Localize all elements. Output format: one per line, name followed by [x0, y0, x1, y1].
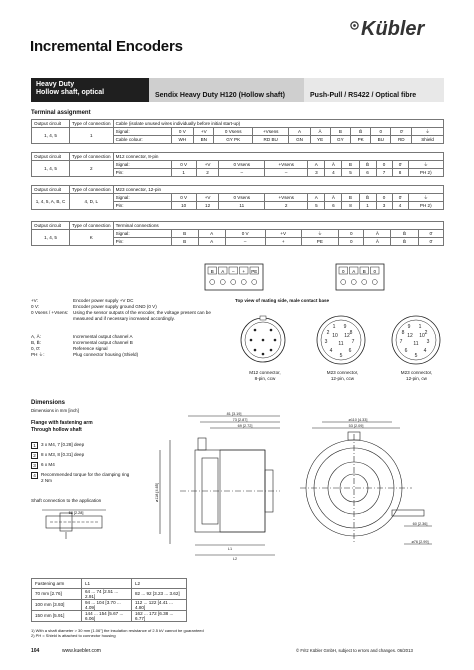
terminal-screw-icon: [210, 280, 215, 285]
signal-cell: 0 Vsens: [219, 194, 265, 202]
connection-type: Cable (isolate unused wires individually before initial start-up): [113, 120, 443, 128]
signal-cell: ⏚: [408, 194, 444, 202]
signal-cell: Ā: [325, 161, 342, 169]
pin-cell: 7: [376, 169, 392, 177]
signal-cell: 0̄: [418, 230, 443, 238]
table-cell: 144 ... 154 [5.67 ... 6.06]: [82, 610, 132, 621]
row-label: Signal:: [113, 230, 171, 238]
column-header: Type of connection: [70, 186, 114, 194]
row-label: Pin:: [113, 202, 171, 210]
svg-text:6: 6: [404, 348, 408, 354]
signal-cell: +V: [265, 230, 301, 238]
table-row: [32, 610, 187, 621]
signal-cell: ⏚: [412, 128, 444, 136]
table-cell: 70 mm [2.76]: [32, 588, 82, 599]
svg-text:10: 10: [332, 333, 338, 339]
terminal-table: [31, 185, 444, 210]
signal-cell: 0 V: [225, 230, 265, 238]
svg-text:7: 7: [399, 339, 403, 345]
pin-cell: –: [219, 169, 265, 177]
pin-cell: 2: [265, 202, 308, 210]
column-header: Type of connection: [70, 222, 114, 230]
brand-logo: Kübler: [361, 18, 425, 40]
pin-cell: B: [171, 238, 198, 246]
legend-value: Encoder power supply ground GND (0 V): [73, 304, 157, 309]
pin-cell: 5: [342, 169, 359, 177]
signal-cell: 0 Vsens: [214, 128, 253, 136]
terminal-heading: Terminal assignment: [31, 110, 91, 116]
signal-cell: 0 V: [171, 161, 196, 169]
terminal-label: 0: [373, 269, 377, 274]
pin-cell: 1: [359, 202, 376, 210]
caption-line: 12-pin, ccw: [330, 376, 355, 381]
dim-label: ø110 [4.33]: [348, 418, 368, 422]
dim-label: 69 [2.72]: [237, 424, 253, 428]
legend-key: 0 V:: [31, 304, 40, 309]
column-header: Type of connection: [70, 153, 114, 161]
note-row: [31, 442, 131, 449]
terminal-screw-icon: [362, 280, 367, 285]
signal-cell: A: [308, 161, 325, 169]
signal-cell: 0 V: [171, 194, 196, 202]
terminal-screw-icon: [372, 280, 377, 285]
pin-cell: PH 2): [408, 169, 444, 177]
dim-label: 53 [2.09]: [348, 424, 364, 428]
m23-ccw-connector-icon: [317, 316, 365, 364]
footnote: 2) PH = Shield is attached to connector housing: [31, 633, 116, 638]
banner-category: [31, 78, 149, 102]
terminal-screw-icon: [241, 280, 246, 285]
dim-label: 73 [2.87]: [232, 418, 248, 422]
dim-label: 60 [2.36]: [412, 522, 428, 526]
legend-key: B, B̄:: [31, 340, 41, 345]
signal-cell: B: [330, 128, 351, 136]
side-view-drawing: [140, 410, 295, 570]
signal-cell: 0: [339, 230, 364, 238]
row-label: Pin:: [113, 238, 171, 246]
signal-cell: +V: [196, 194, 219, 202]
pin-cell: 8: [342, 202, 359, 210]
signal-cell: +Vsens: [265, 194, 308, 202]
row-label: Signal:: [113, 161, 171, 169]
terminal-table: [31, 119, 444, 144]
svg-text:1: 1: [418, 324, 422, 330]
dim-label: ø118 [4.65]: [155, 483, 159, 502]
caption-line: M23 connector,: [326, 370, 359, 375]
legend-value: Incremental output channel B: [73, 340, 133, 345]
pin-cell: 11: [219, 202, 265, 210]
page-title: Incremental Encoders: [30, 38, 183, 55]
pin-cell: 4: [392, 202, 408, 210]
signal-cell: B: [342, 194, 359, 202]
signal-legend: [31, 298, 221, 388]
column-header: Output circuit: [32, 120, 70, 128]
pin-cell: 4: [325, 169, 342, 177]
signal-cell: 0̄: [392, 194, 408, 202]
terminal-table: [31, 221, 444, 246]
pin-cell: 6: [359, 169, 376, 177]
terminal-screw-icon: [231, 280, 236, 285]
pin-cell: Ā: [364, 238, 391, 246]
m23-cw-connector-icon: [392, 316, 440, 364]
terminal-label: A: [221, 269, 225, 274]
signal-cell: A: [308, 194, 325, 202]
flange-line: Flange with fastening arm: [31, 420, 93, 426]
svg-text:7: 7: [351, 339, 355, 345]
dim-label: 81 [3.19]: [226, 412, 242, 416]
legend-value: Reference signal: [73, 346, 108, 351]
pin-cell: PH 2): [408, 202, 444, 210]
m12-caption: [240, 370, 290, 382]
table-header: Fastening arm: [32, 579, 82, 589]
terminal-label: A: [352, 269, 356, 274]
column-header: Output circuit: [32, 186, 70, 194]
note-row: [31, 472, 131, 484]
signal-cell: 0: [371, 128, 391, 136]
terminal-label: –: [231, 269, 235, 274]
note-number: 1: [31, 442, 38, 449]
product-banner: [31, 78, 444, 102]
note-text: 6 x M4: [41, 462, 55, 467]
pin-cell: 10: [171, 202, 196, 210]
signal-cell: B̄: [359, 161, 376, 169]
signal-cell: ⏚: [301, 230, 338, 238]
pin-cell: 2: [196, 169, 219, 177]
flange-title: [31, 420, 93, 433]
terminal-screw-icon: [341, 280, 346, 285]
row-label: Signal:: [113, 194, 171, 202]
legend-key: +V:: [31, 298, 38, 303]
footer-copyright: © Fritz Kübler GmbH, subject to errors and changes. 06/2013: [296, 648, 413, 653]
pin-cell: Shield: [412, 136, 444, 144]
svg-text:9: 9: [407, 324, 411, 330]
pin-cell: A: [198, 238, 225, 246]
pin-cell: 3: [308, 169, 325, 177]
front-view-drawing: [292, 416, 442, 566]
mating-title: Top view of mating side, male contact base: [235, 298, 330, 303]
note-number: 3: [31, 462, 38, 469]
column-header: Type of connection: [70, 120, 114, 128]
signal-cell: 0̄: [392, 161, 408, 169]
output-circuit: 1, 4, 5, A, B, C: [32, 194, 70, 210]
dimensions-heading: Dimensions: [31, 400, 66, 406]
pin-cell: 1: [171, 169, 196, 177]
table-row: [32, 599, 187, 610]
table-cell: 150 mm [5.91]: [32, 610, 82, 621]
note-row: [31, 462, 131, 469]
signal-cell: B̄: [351, 128, 371, 136]
terminal-screw-icon: [351, 280, 356, 285]
flange-line: Through hollow shaft: [31, 426, 82, 433]
m23-cw-caption: [389, 370, 444, 382]
pin-cell: 5: [308, 202, 325, 210]
signal-cell: B: [171, 230, 198, 238]
legend-key: A, Ā:: [31, 334, 41, 339]
terminal-label: B: [210, 269, 214, 274]
terminal-table: [31, 152, 444, 177]
table-cell: 100 mm [3.93]: [32, 599, 82, 610]
signal-cell: +V: [194, 128, 214, 136]
dimensions-unit: Dimensions in mm [inch]: [31, 408, 79, 413]
banner-product: Sendix Heavy Duty H120 (Hollow shaft): [149, 78, 304, 102]
caption-line: 12-pin, cw: [406, 376, 427, 381]
caption-line: 8-pin, ccw: [254, 376, 276, 381]
fastening-arm-table: [31, 578, 187, 622]
svg-text:2: 2: [326, 330, 330, 336]
terminal-block-right: [335, 263, 385, 291]
svg-text:11: 11: [338, 341, 344, 347]
legend-key: PH ⏚:: [31, 352, 45, 357]
pin-cell: WH: [171, 136, 194, 144]
signal-cell: 0 Vsens: [219, 161, 265, 169]
terminal-label: +: [242, 269, 246, 274]
pin-cell: +: [265, 238, 301, 246]
pin-cell: GN: [289, 136, 310, 144]
pin-cell: 0̄: [418, 238, 443, 246]
pin-cell: YE: [310, 136, 330, 144]
table-cell: 64 ... 74 [2.51 ... 2.91]: [82, 588, 132, 599]
table-cell: 82 ... 92 [3.23 ... 3.62]: [132, 588, 187, 599]
table-header: L1: [82, 579, 132, 589]
banner-line1: Heavy Duty: [36, 81, 75, 88]
terminal-label: 0: [341, 269, 345, 274]
terminal-block-left: [204, 263, 264, 291]
terminal-screw-icon: [220, 280, 225, 285]
note-text: Recommended torque for the clamping ring 2 Nm: [41, 472, 130, 483]
signal-cell: 0 V: [171, 128, 194, 136]
output-circuit: 1, 4, 5: [32, 230, 70, 246]
dim-label: 58 [2.28]: [68, 511, 84, 515]
connection-type: M12 connector, 8-pin: [113, 153, 443, 161]
column-header: Output circuit: [32, 222, 70, 230]
svg-text:12: 12: [407, 333, 413, 339]
note-text: 3 x M4, 7 [0.28] deep: [41, 442, 85, 447]
pin-cell: B̄: [391, 238, 418, 246]
svg-text:1: 1: [332, 324, 336, 330]
signal-cell: +V: [196, 161, 219, 169]
svg-text:8: 8: [401, 330, 405, 336]
pin-cell: GY: [330, 136, 351, 144]
row-label: Pin:: [113, 169, 171, 177]
legend-value: Encoder power supply +V DC: [73, 298, 134, 303]
pin-cell: 8: [392, 169, 408, 177]
signal-cell: +Vsens: [252, 128, 288, 136]
note-row: [31, 452, 131, 459]
signal-cell: +Vsens: [265, 161, 308, 169]
signal-cell: ⏚: [408, 161, 444, 169]
dimension-notes: [31, 442, 131, 487]
logo-mark-icon: [350, 21, 359, 30]
terminal-label: B: [362, 269, 366, 274]
pin-cell: PE: [301, 238, 338, 246]
connection-type-code: 4, D, L: [70, 194, 114, 210]
pin-cell: –: [225, 238, 265, 246]
banner-line2: Hollow shaft, optical: [36, 89, 105, 96]
caption-line: M23 connector,: [400, 370, 433, 375]
pin-cell: RD BU: [252, 136, 288, 144]
signal-cell: A: [198, 230, 225, 238]
footer-url[interactable]: www.kuebler.com: [62, 648, 101, 654]
output-circuit: 1, 4, 5: [32, 128, 70, 144]
page-number: 104: [31, 648, 40, 654]
svg-text:11: 11: [413, 341, 419, 347]
pin-cell: BU: [371, 136, 391, 144]
signal-cell: Ā: [325, 194, 342, 202]
legend-value: Incremental output channel A: [73, 334, 133, 339]
signal-cell: 0̄: [391, 128, 412, 136]
svg-text:5: 5: [414, 353, 418, 359]
note-number: 4: [31, 472, 38, 479]
banner-interface: Push-Pull / RS422 / Optical fibre: [304, 78, 444, 102]
connection-type: Terminal connections: [113, 222, 443, 230]
column-header: Output circuit: [32, 153, 70, 161]
pin-cell: BN: [194, 136, 214, 144]
pin-cell: GY PK: [214, 136, 253, 144]
connection-type-code: 1: [70, 128, 114, 144]
table-cell: 162 ... 172 [6.38 ... 6.77]: [132, 610, 187, 621]
signal-cell: Ā: [310, 128, 330, 136]
dim-label: L1: [227, 547, 233, 551]
svg-text:6: 6: [348, 348, 352, 354]
svg-text:8: 8: [349, 330, 353, 336]
row-label: Cable colour:: [113, 136, 171, 144]
row-label: Signal:: [113, 128, 171, 136]
pin-cell: –: [265, 169, 308, 177]
legend-value: Using the sensor outputs of the encoder, the voltage present can be measured and if necessary increased accordingly.: [73, 310, 211, 321]
table-cell: 112 ... 122 [4.41 ... 4.80]: [132, 599, 187, 610]
connector-views: [236, 312, 446, 368]
signal-cell: A: [289, 128, 310, 136]
pin-cell: PK: [351, 136, 371, 144]
table-cell: 94 ... 104 [3.70 ... 4.09]: [82, 599, 132, 610]
signal-cell: B̄: [359, 194, 376, 202]
signal-cell: Ā: [364, 230, 391, 238]
m12-connector-icon: [241, 316, 285, 362]
pin-cell: 0: [339, 238, 364, 246]
legend-value: Plug connector housing (Shield): [73, 352, 139, 357]
dim-label: ø76 [2.99]: [411, 540, 429, 544]
footnotes: [31, 628, 441, 638]
signal-cell: B̄: [391, 230, 418, 238]
svg-text:9: 9: [343, 324, 347, 330]
dim-label: L2: [232, 557, 238, 561]
svg-text:12: 12: [344, 333, 350, 339]
svg-text:3: 3: [426, 339, 430, 345]
pin-cell: 6: [325, 202, 342, 210]
connection-type-code: K: [70, 230, 114, 246]
svg-text:4: 4: [423, 348, 427, 354]
shaft-connection-title: Shaft connection to the application: [31, 498, 102, 503]
svg-text:2: 2: [424, 330, 428, 336]
pin-cell: 3: [376, 202, 392, 210]
connection-type: M23 connector, 12-pin: [113, 186, 443, 194]
legend-key: 0, 0̄:: [31, 346, 40, 351]
note-text: 8 x M3, 8 [0.31] deep: [41, 452, 85, 457]
legend-key: 0 Vsens / +Vsens:: [31, 310, 69, 315]
shaft-connection-drawing: [36, 506, 116, 542]
table-row: [32, 588, 187, 599]
svg-text:5: 5: [339, 353, 343, 359]
table-header: L2: [132, 579, 187, 589]
output-circuit: 1, 4, 5: [32, 161, 70, 177]
svg-text:4: 4: [329, 348, 333, 354]
pin-cell: 12: [196, 202, 219, 210]
note-number: 2: [31, 452, 38, 459]
connection-type-code: 2: [70, 161, 114, 177]
signal-cell: 0: [376, 161, 392, 169]
terminal-label: PE: [251, 269, 258, 274]
signal-cell: B: [342, 161, 359, 169]
footnote: 1) With a shaft diameter > 30 mm [1.06"] the insulation resistance of 2.5 kV cannot be guaranteed: [31, 628, 204, 633]
m23-ccw-caption: [315, 370, 370, 382]
caption-line: M12 connector,: [249, 370, 281, 375]
pin-cell: RD: [391, 136, 412, 144]
svg-text:10: 10: [419, 333, 425, 339]
svg-text:3: 3: [324, 339, 328, 345]
terminal-screw-icon: [252, 280, 257, 285]
signal-cell: 0: [376, 194, 392, 202]
